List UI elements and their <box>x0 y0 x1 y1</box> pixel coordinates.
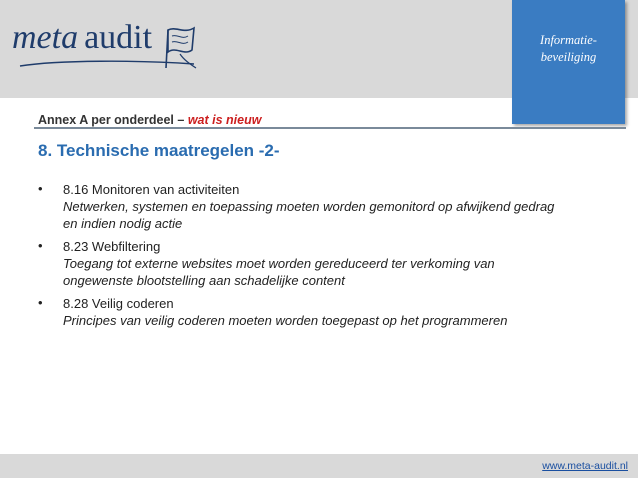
item-description: Principes van veilig coderen moeten worden toegepast op het programmeren <box>63 313 508 328</box>
heading-divider <box>34 127 626 129</box>
list-item <box>38 295 618 329</box>
annex-highlight: wat is nieuw <box>187 113 262 127</box>
section-title: 8. Technische maatregelen -2- <box>38 141 280 160</box>
website-link[interactable]: www.meta-audit.nl <box>542 460 628 472</box>
bullet: • <box>38 295 43 310</box>
topic-badge <box>512 0 625 124</box>
item-title: 8.23 Webfiltering <box>63 239 161 254</box>
logo-audit: audit <box>84 19 153 56</box>
annex-prefix: Annex A per onderdeel – <box>38 113 188 127</box>
annex-heading <box>38 113 261 127</box>
bullet: • <box>38 238 43 253</box>
item-description: Toegang tot externe websites moet worden gereduceerd ter verkoming van <box>63 256 495 271</box>
item-description: en indien nodig actie <box>63 216 183 231</box>
measures-list <box>38 181 618 335</box>
logo-text <box>12 18 152 58</box>
item-description: Netwerken, systemen en toepassing moeten worden gemonitord op afwijkend gedrag <box>63 199 555 214</box>
item-description: ongewenste blootstelling aan schadelijke content <box>63 273 345 288</box>
flag-icon <box>162 24 200 72</box>
logo[interactable] <box>12 18 212 70</box>
badge-line-2: beveiliging <box>540 50 597 64</box>
item-title: 8.16 Monitoren van activiteiten <box>63 182 240 197</box>
item-title: 8.28 Veilig coderen <box>63 296 174 311</box>
list-item <box>38 238 618 289</box>
bullet: • <box>38 181 43 196</box>
logo-meta: meta <box>12 19 79 56</box>
badge-line-1: Informatie- <box>540 33 597 47</box>
list-item <box>38 181 618 232</box>
